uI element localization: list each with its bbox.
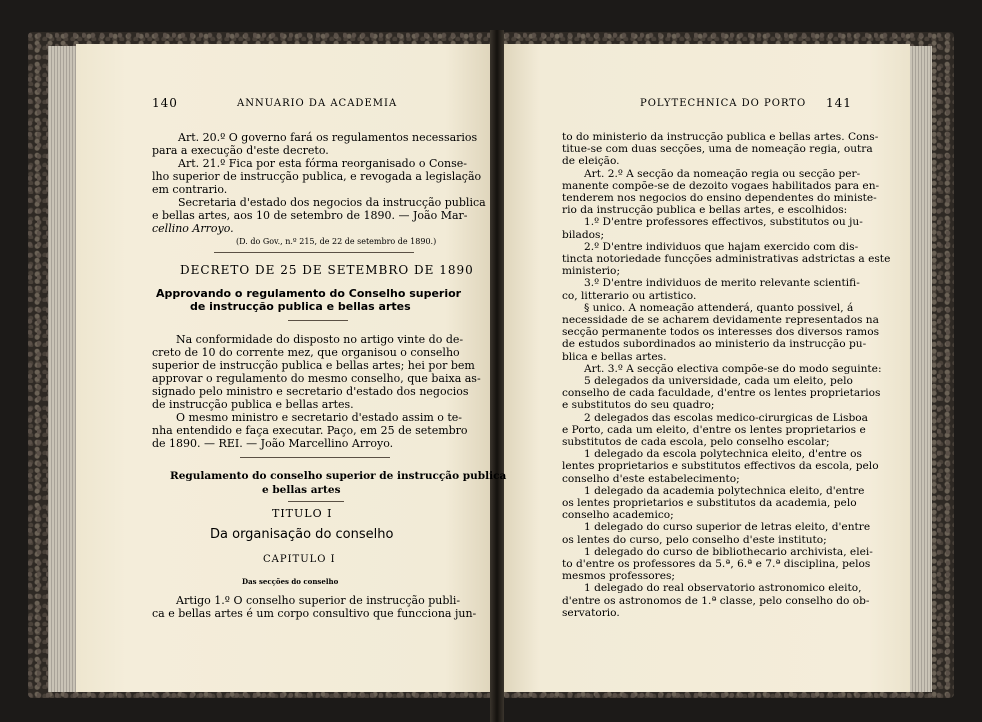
text-line: to do ministerio da instrucção publica e bellas artes. Cons- xyxy=(562,131,879,143)
text-line: 1 delegado da academia polytechnica eleito, d'entre xyxy=(584,484,865,497)
text-line: 5 delegados da universidade, cada um eleito, pelo xyxy=(584,375,853,387)
text-line: O mesmo ministro e secretario d'estado assim o te- xyxy=(176,411,463,424)
text-line: tincta notoriedade funcções administrativas adstrictas a este xyxy=(562,253,891,265)
text-line: 2.º D'entre individuos que hajam exercido com dis- xyxy=(584,240,859,253)
decree-subtitle: Approvando o regulamento do Conselho superior xyxy=(156,287,462,300)
text-line: de eleição. xyxy=(562,155,620,168)
text-line: substitutos de cada escola, pelo conselho escolar; xyxy=(562,436,830,448)
decree-title: DECRETO DE 25 DE SETEMBRO DE 1890 xyxy=(180,263,474,277)
running-head-right: POLYTECHNICA DO PORTO xyxy=(640,98,807,109)
regulation-title: e bellas artes xyxy=(262,484,341,496)
text-line: os lentes proprietarios e substitutos da academia, pelo xyxy=(562,497,857,509)
text-line: Art. 21.º Fica por esta fórma reorganisado o Conse- xyxy=(178,157,467,170)
text-line: approvar o regulamento do mesmo conselho, que baixa as- xyxy=(152,372,481,385)
divider xyxy=(240,457,390,458)
text-line: bilados; xyxy=(562,228,605,241)
citation: (D. do Gov., n.º 215, de 22 de setembro de 1890.) xyxy=(236,237,437,246)
text-line: Artigo 1.º O conselho superior de instrucção publi- xyxy=(176,594,461,607)
text-line: de instrucção publica e bellas artes. xyxy=(152,398,354,411)
text-line: conselho academico; xyxy=(562,509,674,522)
text-line: rio da instrucção publica e bellas artes, e escolhidos: xyxy=(562,204,848,217)
text-line: os lentes do curso, pelo conselho d'este instituto; xyxy=(562,533,827,546)
text-line: nha entendido e faça executar. Paço, em 25 de setembro xyxy=(152,424,468,437)
text-line: lentes proprietarios e substitutos effectivos da escola, pelo xyxy=(562,460,879,473)
text-line: blica e bellas artes. xyxy=(562,350,667,363)
text-line: servatorio. xyxy=(562,606,620,619)
text-line: de estudos subordinados ao ministerio da instrucção pu- xyxy=(562,338,867,351)
page-edges-left xyxy=(48,46,76,692)
text-line: conselho d'este estabelecimento; xyxy=(562,472,740,485)
text-line: co, litterario ou artistico. xyxy=(562,289,697,302)
text-line: titue-se com duas secções, uma de nomeação regia, outra xyxy=(562,143,873,156)
text-line: to d'entre os professores da 5.ª, 6.ª e 7.ª disciplina, pelos xyxy=(562,558,871,570)
divider xyxy=(288,320,348,321)
text-line: em contrario. xyxy=(152,183,228,196)
text-line: § unico. A nomeação attenderá, quanto possivel, á xyxy=(584,301,854,314)
capitulo: CAPITULO I xyxy=(263,554,336,565)
text-line: para a execução d'este decreto. xyxy=(152,144,329,157)
text-line: Na conformidade do disposto no artigo vinte do de- xyxy=(176,333,464,346)
text-line: 1 delegado do curso de bibliothecario archivista, elei- xyxy=(584,545,873,558)
book-gutter xyxy=(490,30,504,722)
text-line: 1.º D'entre professores effectivos, substitutos ou ju- xyxy=(584,216,863,229)
text-line: ca e bellas artes é um corpo consultivo que funcciona jun- xyxy=(152,607,477,620)
text-line: de 1890. — REI. — João Marcellino Arroyo. xyxy=(152,437,394,450)
text-line: Art. 20.º O governo fará os regulamentos necessarios xyxy=(178,131,478,144)
text-line: lho superior de instrucção publica, e revogada a legislação xyxy=(152,170,482,183)
regulation-title: Regulamento do conselho superior de instrucção publica xyxy=(170,470,507,482)
text-line: manente compõe-se de dezoito vogaes habilitados para en- xyxy=(562,179,880,192)
text-line: 3.º D'entre individuos de merito relevante scientifi- xyxy=(584,277,860,290)
page-number-left: 140 xyxy=(152,96,178,110)
text-line: e bellas artes, aos 10 de setembro de 1890. — João Mar- xyxy=(152,209,468,222)
text-line: tenderem nos negocios do ensino dependentes do ministe- xyxy=(562,192,877,204)
text-line: e substitutos do seu quadro; xyxy=(562,399,715,412)
text-line: conselho de cada faculdade, d'entre os lentes proprietarios xyxy=(562,387,881,400)
divider xyxy=(214,252,414,253)
text-line: Art. 2.º A secção da nomeação regia ou secção per- xyxy=(584,167,861,180)
text-line: 1 delegado da escola polytechnica eleito, d'entre os xyxy=(584,448,862,461)
text-line: necessidade de se acharem devidamente representados na xyxy=(562,314,879,326)
text-line: 2 delegados das escolas medico-cirurgicas de Lisboa xyxy=(584,411,868,424)
divider xyxy=(288,501,344,502)
text-line: e Porto, cada um eleito, d'entre os lentes proprietarios e xyxy=(562,423,866,436)
text-line: ministerio; xyxy=(562,265,621,278)
text-line: mesmos professores; xyxy=(562,570,675,583)
text-line: superior de instrucção publica e bellas artes; hei por bem xyxy=(152,359,475,372)
text-line: signado pelo ministro e secretario d'estado dos negocios xyxy=(152,385,469,398)
text-line: creto de 10 do corrente mez, que organisou o conselho xyxy=(152,346,460,359)
text-line: d'entre os astronomos de 1.ª classe, pelo conselho do ob- xyxy=(562,594,870,607)
text-line: cellino Arroyo. xyxy=(152,222,234,235)
text-line: 1 delegado do real observatorio astronomico eleito, xyxy=(584,582,862,595)
titulo: TITULO I xyxy=(272,507,333,520)
text-line: Secretaria d'estado dos negocios da instrucção publica xyxy=(178,196,486,209)
section-title: Das secções do conselho xyxy=(242,577,339,586)
text-line: 1 delegado do curso superior de letras eleito, d'entre xyxy=(584,521,871,534)
text-line: secção permanente todos os interesses dos diversos ramos xyxy=(562,326,880,339)
running-head-left: ANNUARIO DA ACADEMIA xyxy=(237,98,398,109)
page-number-right: 141 xyxy=(826,96,852,110)
titulo-name: Da organisação do conselho xyxy=(210,527,394,542)
decree-subtitle: de instrucção publica e bellas artes xyxy=(190,300,411,313)
text-line: Art. 3.º A secção electiva compõe-se do modo seguinte: xyxy=(584,362,882,375)
